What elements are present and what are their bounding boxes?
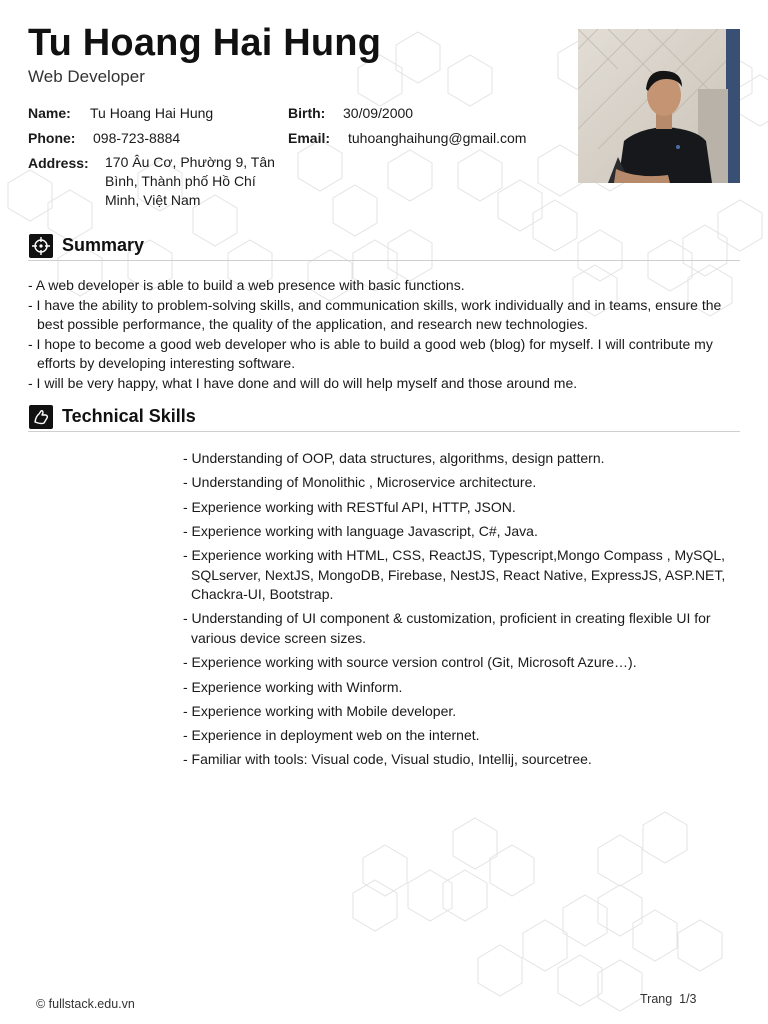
email-label: Email:: [288, 130, 331, 146]
address-line: Bình, Thành phố Hồ Chí: [105, 173, 256, 189]
candidate-name: Tu Hoang Hai Hung: [28, 22, 382, 64]
skill-item: - Understanding of OOP, data structures, algorithms, design pattern.: [183, 450, 605, 466]
summary-section-header: [28, 234, 740, 261]
footer-copyright: © fullstack.edu.vn: [36, 997, 135, 1011]
skill-item: - Experience working with HTML, CSS, ReactJS, Typescript,Mongo Compass , MySQL, SQLserver, NextJS, MongoDB, Firebase, NestJS, React Native, ExpressJS, ASP.NET, Chackra-UI, Bootstrap.: [183, 547, 726, 603]
skill-item: - Understanding of Monolithic , Microservice architecture.: [183, 474, 537, 491]
skill-item: - Experience working with RESTful API, HTTP, JSON.: [183, 498, 516, 515]
skill-item: - Experience working with Winform.: [183, 678, 403, 695]
skill-item: - Experience working with Mobile developer.: [183, 702, 457, 719]
address-label: Address:: [28, 155, 89, 171]
target-icon: [29, 234, 53, 258]
skill-item: - Experience in deployment web on the internet.: [183, 727, 480, 744]
skill-item: - Experience working with language Javascript, C#, Java.: [183, 522, 538, 539]
phone-label: Phone:: [28, 130, 76, 146]
address-line: 170 Âu Cơ, Phường 9, Tân: [105, 154, 275, 170]
name-value: Tu Hoang Hai Hung: [90, 105, 214, 121]
technical-skills-title: Technical Skills: [62, 406, 196, 426]
technical-skills-section-header: [28, 405, 740, 432]
phone-value: 098-723-8884: [93, 130, 181, 146]
name-label: Name:: [28, 105, 71, 121]
profile-photo: [578, 29, 740, 183]
page-number: Trang 1/3: [640, 992, 697, 1006]
birth-value: 30/09/2000: [343, 105, 414, 121]
summary-line: - I have the ability to problem-solving skills, and communication skills, work individually and in teams, ensure the best possible performance, the quality of the application, and research new technologies.: [28, 296, 722, 332]
email-value: tuhoanghaihung@gmail.com: [348, 130, 527, 146]
summary-title: Summary: [62, 235, 145, 255]
skill-item: - Experience working with source version control (Git, Microsoft Azure…).: [183, 654, 637, 671]
summary-line: - A web developer is able to build a web presence with basic functions.: [28, 277, 465, 293]
skills-list: [183, 449, 733, 775]
job-title: Web Developer: [28, 67, 145, 86]
skill-item: - Familiar with tools: Visual code, Visual studio, Intellij, sourcetree.: [183, 751, 592, 768]
skill-item: - Understanding of UI component & customization, proficient in creating flexible UI for various device screen sizes.: [183, 610, 711, 646]
summary-line: - I hope to become a good web developer who is able to build a good web (blog) for myself. I will contribute my efforts by developing interesting software.: [28, 335, 713, 371]
strength-icon: [29, 405, 53, 429]
address-line: Minh, Việt Nam: [105, 192, 201, 208]
address-value: [105, 153, 275, 210]
summary-text: [28, 276, 740, 393]
birth-label: Birth:: [288, 105, 326, 121]
summary-line: - I will be very happy, what I have done and will do will help myself and those around me.: [28, 374, 578, 391]
